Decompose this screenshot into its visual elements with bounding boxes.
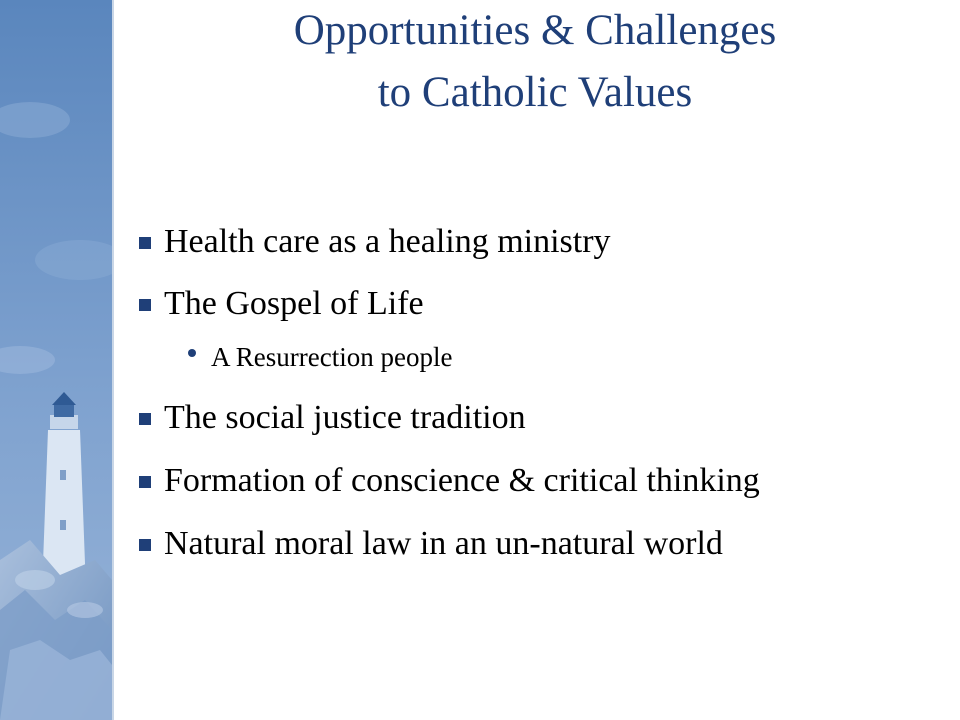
bullet-list xyxy=(136,216,936,562)
title-line-2: to Catholic Values xyxy=(377,69,693,116)
lighthouse-photo-strip xyxy=(0,0,112,720)
sub-bullet-text: A Resurrection people xyxy=(211,342,453,372)
sub-bullet-item xyxy=(136,342,936,372)
bullet-item xyxy=(136,398,526,438)
slide-title xyxy=(150,0,920,124)
square-bullet-icon xyxy=(139,413,151,425)
lighthouse-image xyxy=(0,0,112,720)
bullet-text: Formation of conscience & critical thinking xyxy=(164,462,760,499)
bullet-item xyxy=(136,524,723,564)
bullet-text: The social justice tradition xyxy=(164,399,526,436)
strip-divider xyxy=(112,0,114,720)
bullet-text: Natural moral law in an un-natural world xyxy=(164,525,723,562)
bullet-item xyxy=(136,222,611,262)
title-line-1: Opportunities & Challenges xyxy=(293,7,777,54)
square-bullet-icon xyxy=(139,539,151,551)
square-bullet-icon xyxy=(139,476,151,488)
square-bullet-icon xyxy=(139,299,151,311)
square-bullet-icon xyxy=(139,237,151,249)
bullet-item xyxy=(136,461,760,501)
round-bullet-icon xyxy=(188,349,196,357)
bullet-text: Health care as a healing ministry xyxy=(164,223,611,260)
bullet-text: The Gospel of Life xyxy=(164,285,424,322)
bullet-item xyxy=(136,284,424,324)
